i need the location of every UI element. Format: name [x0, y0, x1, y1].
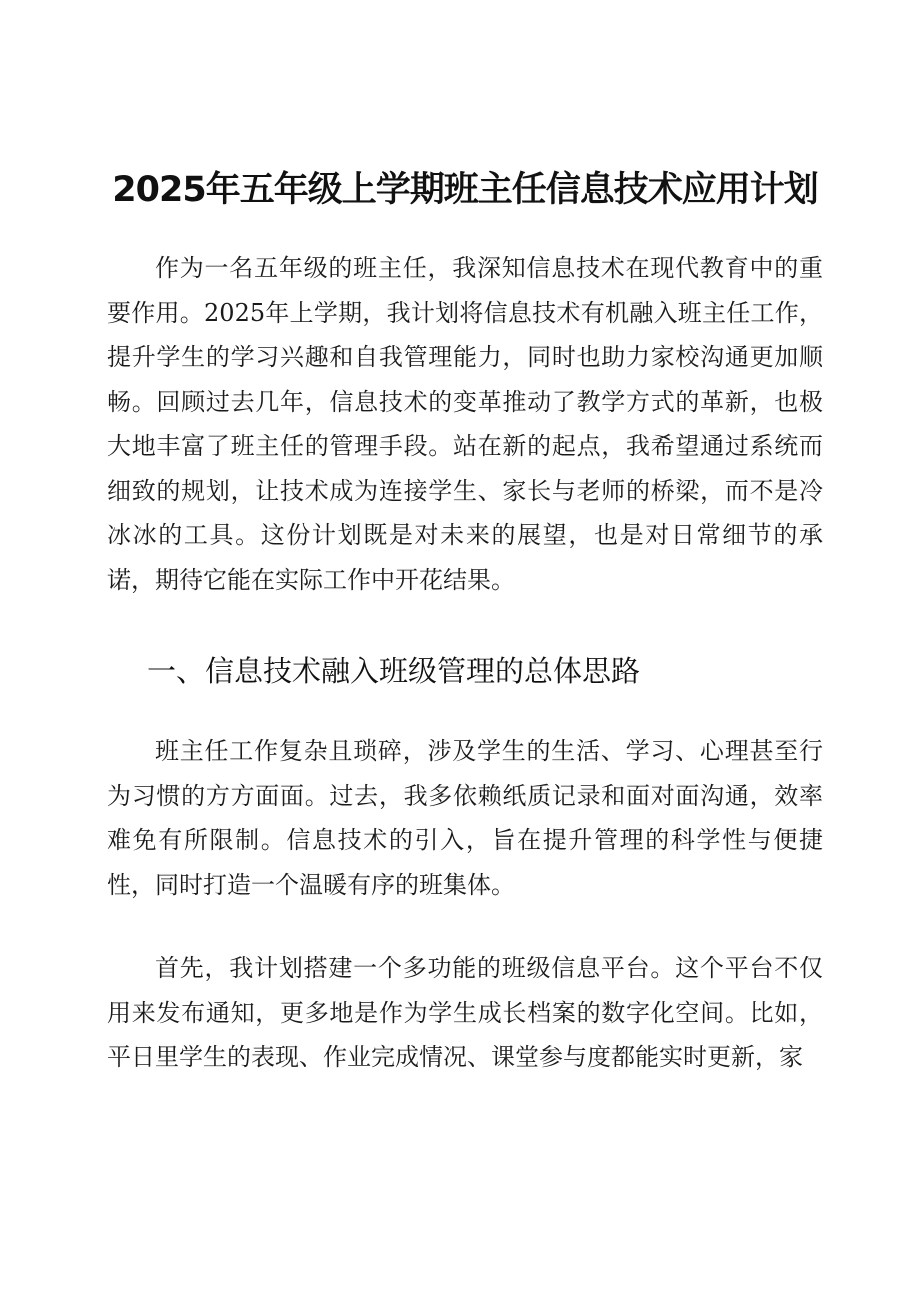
- intro-paragraph: 作为一名五年级的班主任，我深知信息技术在现代教育中的重要作用。2025年上学期，我计划将信息技术有机融入班主任工作，提升学生的学习兴趣和自我管理能力，同时也助力家校沟通更加顺畅。回顾过去几年，信息技术的变革推动了教学方式的革新，也极大地丰富了班主任的管理手段。站在新的起点，我希望通过系统而细致的规划，让技术成为连接学生、家长与老师的桥梁，而不是冷冰冰的工具。这份计划既是对未来的展望，也是对日常细节的承诺，期待它能在实际工作中开花结果。: [107, 254, 823, 594]
- section-paragraph-1: 班主任工作复杂且琐碎，涉及学生的生活、学习、心理甚至行为习惯的方方面面。过去，我多依赖纸质记录和面对面沟通，效率难免有所限制。信息技术的引入，旨在提升管理的科学性与便捷性，同时打造一个温暖有序的班集体。: [107, 737, 823, 899]
- document-page: [107, 165, 823, 1080]
- document-title: 2025年五年级上学期班主任信息技术应用计划: [112, 170, 818, 210]
- section-overall-approach: [107, 649, 823, 1080]
- section-paragraph-2: 首先，我计划搭建一个多功能的班级信息平台。这个平台不仅用来发布通知，更多地是作为学生成长档案的数字化空间。比如，平日里学生的表现、作业完成情况、课堂参与度都能实时更新，家: [107, 954, 823, 1071]
- section-heading: 一、信息技术融入班级管理的总体思路: [147, 654, 641, 688]
